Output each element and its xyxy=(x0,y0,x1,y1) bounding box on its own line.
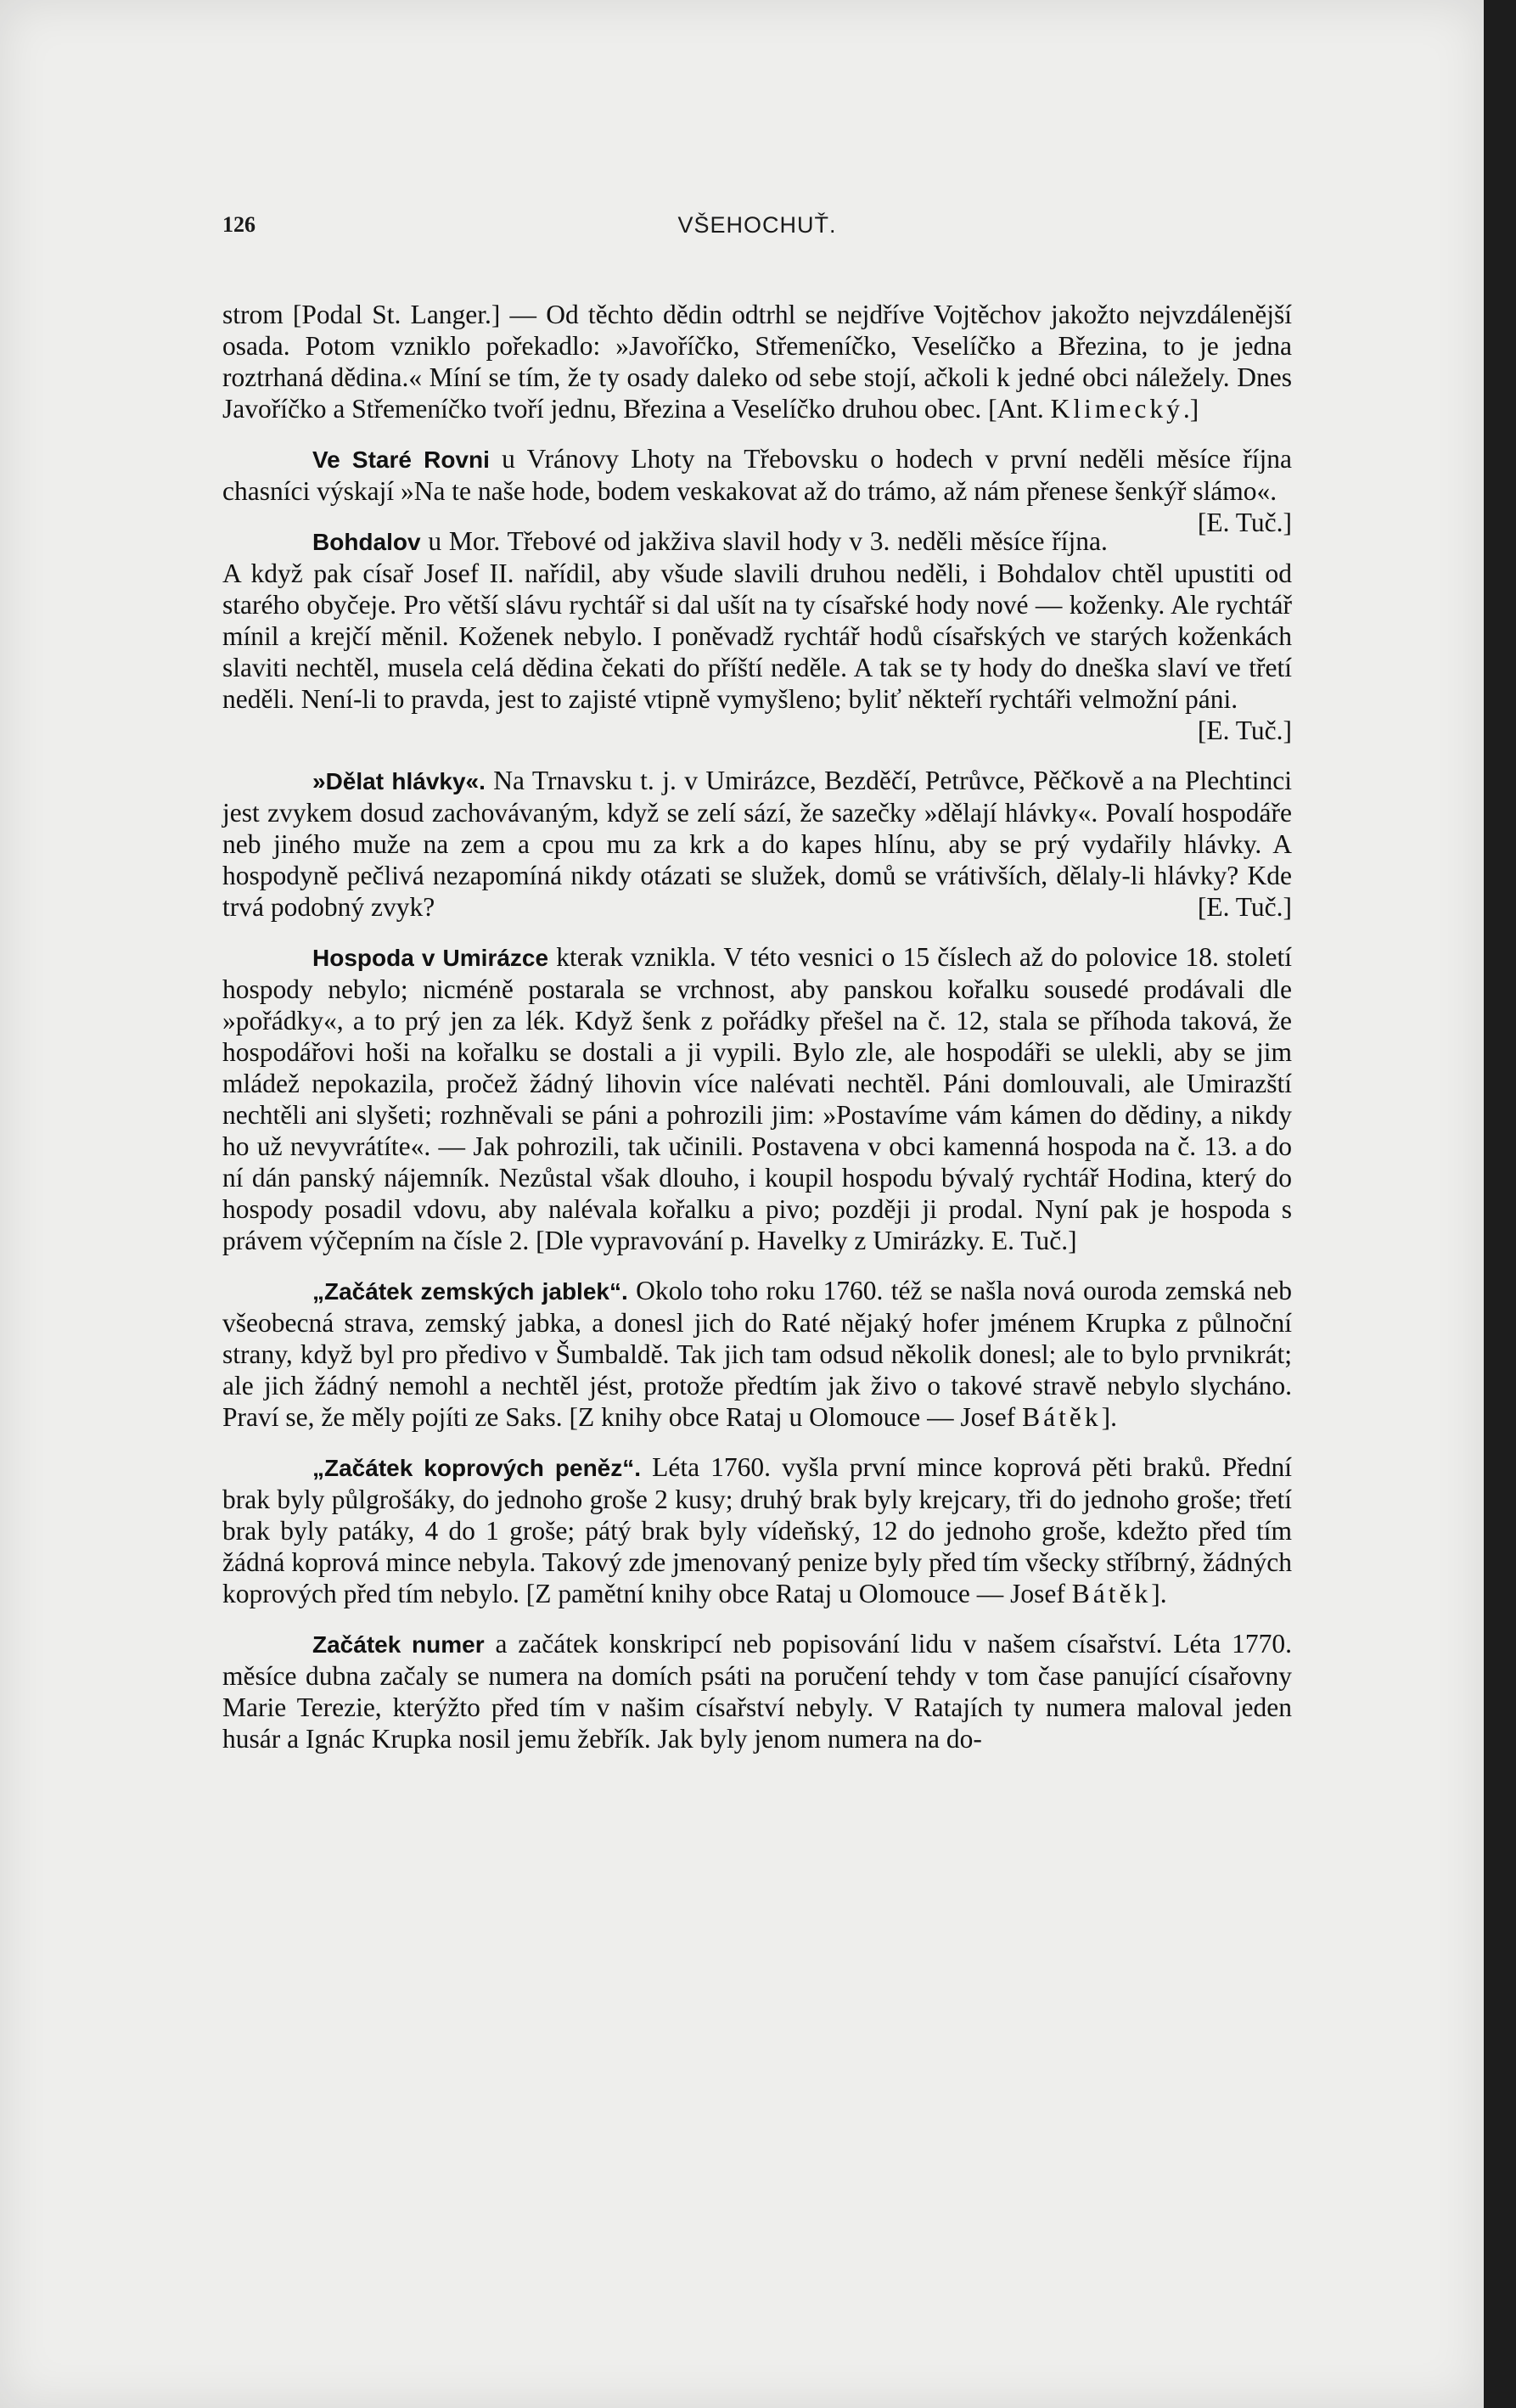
signature: [E. Tuč.] xyxy=(1197,716,1292,745)
paragraph-bohdalov xyxy=(222,525,1292,746)
paragraph-strom xyxy=(222,299,1292,424)
author-name: Bátěk xyxy=(1022,1402,1102,1432)
page-header xyxy=(222,212,1292,246)
entry-keyword: „Začátek zemských jablek“. xyxy=(312,1278,628,1305)
paragraph-stara-rovne xyxy=(222,443,1293,537)
page-number: 126 xyxy=(222,212,255,237)
paragraph-tail: .] xyxy=(1182,394,1199,424)
entry-keyword: Hospoda v Umirázce xyxy=(312,945,549,971)
paragraph-tail: ]. xyxy=(1101,1402,1118,1432)
body-text xyxy=(222,299,1292,1773)
paragraph-tail: ]. xyxy=(1151,1579,1167,1608)
paragraph-text: a začátek konskripcí neb popisování lidu v našem císařství. Léta 1770. měsíce dubna začaly se numera na domích psáti na poručení tehdy v tom čase panující císařovny Marie Terezie, kterýžto před tím v našim císařství nebyly. V Ratajích ty numera maloval jeden husár a Ignác Krupka nosil jemu žebřík. Jak byly jenom numera na do- xyxy=(222,1629,1292,1754)
paragraph-text: u Vránovy Lhoty na Třebovsku o hodech v první neděli měsíce října chasníci výskají »Na te naše hode, bodem veskakovat až do trámo, až nám přenese šenkýř slámo«. xyxy=(222,444,1293,506)
paragraph-text: u Mor. Třebové od jakživa slavil hody v 3. neděli měsíce října. A když pak císař Josef II. nařídil, aby všude slavili druhou neděli, i Bohdalov chtěl upustiti od starého obyčeje. Pro větší slávu rychtář si dal ušít na ty císařské hody nové — koženky. Ale rychtář mínil a krejčí měnil. Koženek nebylo. I poněvadž rychtář hodů císařských ve starých koženkách slaviti nechtěl, musela celá dědina čekati do příští neděle. A tak se ty hody do dneška slaví ve třetí neděli. Není-li to pravda, jest to zajisté vtipně vymyšleno; byliť někteří rychtáři velmožní páni. xyxy=(222,526,1292,714)
author-name: Bátěk xyxy=(1071,1579,1152,1608)
paragraph-text: strom [Podal St. Langer.] — Od těchto dědin odtrhl se nejdříve Vojtěchov jakožto nejvzdálenější osada. Potom vzniklo pořekadlo: »Javoříčko, Střemeníčko, Veselíčko a Březina, to je jedna roztrhaná dědina.« Míní se tím, že ty osady daleko od sebe stojí, ačkoli k jedné obci náležely. Dnes Javoříčko a Střemeníčko tvoří jednu, Březina a Veselíčko druhou obec. [Ant. xyxy=(222,300,1292,424)
entry-keyword: »Dělat hlávky«. xyxy=(312,768,486,794)
paragraph-text: Okolo toho roku 1760. též se našla nová ouroda zemská neb všeobecná strava, zemský jabka, a donesl jich do Raté nějaký hofer jménem Krupka z půlnoční strany, když byl pro předivo v Šumbaldě. Tak jich tam odsud několik donesl; ale to bylo prvnikrát; ale jich žádný nemohl a nechtěl jést, protože předtím jak živo o takové stravě nebylo slycháno. Praví se, že měly pojíti ze Saks. [Z knihy obce Rataj u Olomouce — Josef xyxy=(222,1276,1292,1432)
entry-keyword: Začátek numer xyxy=(312,1631,485,1658)
paragraph-numera xyxy=(222,1628,1292,1754)
entry-keyword: „Začátek koprových peněz“. xyxy=(312,1455,642,1481)
paragraph-text: kterak vznikla. V této vesnici o 15 číslech až do polovice 18. století hospody nebylo; nicméně postarala se vrchnost, aby panskou kořalku sousedé prodávali dle »pořádky«, a to prý jen za lék. Když šenk z pořádky přešel na č. 12, stala se příhoda taková, že hospodářovi hoši na kořalku se dostali a ji vypili. Bylo zle, ale hospodáři se ulekli, aby se jim mládež nepokazila, pročež žádný lihovin více nalévati nechtěl. Páni domlouvali, ale Umirazští nechtěli ani slyšeti; rozhněvali se páni a pohrozili jim: »Postavíme vám kámen do dědiny, a nikdy ho už nevyvrátíte«. — Jak pohrozili, tak učinili. Postavena v obci kamenná hospoda na č. 13. a do ní dán panský nájemník. Nezůstal však dlouho, i koupil hospodu bývalý rychtář Hodina, který do hospody posadil vdovu, aby nalévala kořalku a pivo; později ji prodal. Nyní pak je hospoda s právem výčepním na čísle 2. [Dle vypravování p. Havelky z Umirázky. E. Tuč.] xyxy=(222,942,1293,1255)
signature: [E. Tuč.] xyxy=(1197,892,1292,922)
entry-keyword: Ve Staré Rovni xyxy=(312,446,490,473)
paragraph-zemska-jablka xyxy=(222,1275,1292,1433)
paragraph-hospoda xyxy=(222,941,1292,1256)
paragraph-delat-hlavky xyxy=(222,765,1292,923)
paragraph-text: Léta 1760. vyšla první mince koprová pěti braků. Přední brak byly půlgrošáky, do jednoho groše 2 kusy; druhý brak byly krejcary, tři do jednoho groše; třetí brak byly patáky, 4 do 1 groše; pátý brak byly vídeňský, 12 do jednoho groše, kdežto před tím žádná koprová mince nebyla. Takový zde jmenovaný penize byly před tím všecky stříbrný, žádných koprových před tím nebylo. [Z pamětní knihy obce Rataj u Olomouce — Josef xyxy=(222,1452,1292,1608)
entry-keyword: Bohdalov xyxy=(312,529,421,555)
paragraph-text: Na Trnavsku t. j. v Umirázce, Bezděčí, Petrůvce, Pěčkově a na Plechtinci jest zvykem dosud zachovávaným, když se zelí sází, že sazečky »dělají hlávky«. Povalí hospodáře neb jiného muže na zem a cpou mu za krk a do kapes hlínu, aby se prý vydařily hlávky. A hospodyně pečlivá nezapomíná nikdy otázati se služek, domů se vrátivších, dělaly-li hlávky? Kde trvá podobný zvyk? xyxy=(222,766,1292,922)
author-name: Klimecký xyxy=(1050,394,1183,424)
paragraph-koprove-penize xyxy=(222,1451,1292,1609)
signature: [E. Tuč.] xyxy=(1197,508,1292,537)
scan-edge xyxy=(1484,0,1516,2408)
running-head: VŠEHOCHUŤ. xyxy=(677,212,837,238)
